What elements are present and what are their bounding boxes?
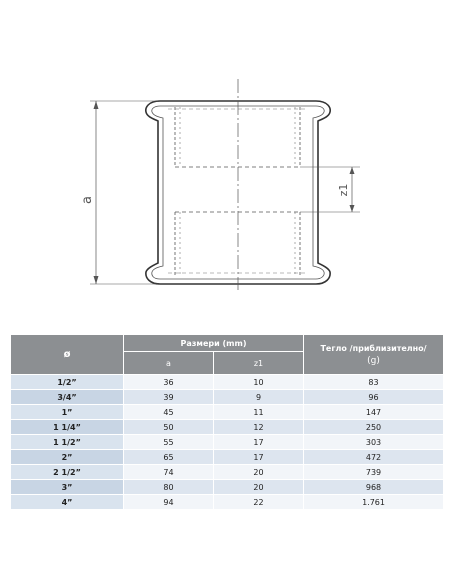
dimension-label-a: a (80, 196, 95, 204)
table-row (11, 390, 444, 405)
weight-header-label: Тегло /приблизително/ (320, 343, 427, 353)
size-cell: 1 1/4” (11, 420, 124, 435)
dimensions-header: Размери (mm) (124, 335, 304, 352)
a-cell: 74 (124, 465, 214, 480)
table-row (11, 465, 444, 480)
arrowhead (94, 101, 99, 109)
size-cell: 2 1/2” (11, 465, 124, 480)
z1-cell: 10 (214, 375, 304, 390)
weight-cell: 147 (304, 405, 444, 420)
weight-cell: 1.761 (304, 495, 444, 510)
a-cell: 50 (124, 420, 214, 435)
weight-cell: 250 (304, 420, 444, 435)
weight-cell: 303 (304, 435, 444, 450)
size-cell: 3/4” (11, 390, 124, 405)
table-row (11, 435, 444, 450)
a-cell: 94 (124, 495, 214, 510)
size-cell: 1 1/2” (11, 435, 124, 450)
size-cell: 2” (11, 450, 124, 465)
z1-cell: 20 (214, 480, 304, 495)
size-cell: 1/2” (11, 375, 124, 390)
z1-cell: 9 (214, 390, 304, 405)
a-cell: 55 (124, 435, 214, 450)
weight-cell: 96 (304, 390, 444, 405)
arrowhead (94, 276, 99, 284)
a-cell: 36 (124, 375, 214, 390)
diameter-header: ø (11, 335, 124, 375)
a-cell: 45 (124, 405, 214, 420)
table-row (11, 480, 444, 495)
table-row (11, 495, 444, 510)
size-cell: 3” (11, 480, 124, 495)
weight-unit-label: (g) (367, 355, 380, 366)
a-cell: 65 (124, 450, 214, 465)
weight-cell: 968 (304, 480, 444, 495)
table-row (11, 375, 444, 390)
weight-cell: 83 (304, 375, 444, 390)
z1-cell: 22 (214, 495, 304, 510)
weight-cell: 739 (304, 465, 444, 480)
size-cell: 1” (11, 405, 124, 420)
spec-table (10, 334, 444, 510)
z1-cell: 20 (214, 465, 304, 480)
col-a-header: a (124, 352, 214, 375)
z1-cell: 17 (214, 450, 304, 465)
z1-cell: 17 (214, 435, 304, 450)
table-row (11, 405, 444, 420)
z1-cell: 11 (214, 405, 304, 420)
weight-header (304, 335, 444, 375)
size-cell: 4” (11, 495, 124, 510)
arrowhead (350, 167, 355, 174)
arrowhead (350, 205, 355, 212)
table-row (11, 450, 444, 465)
weight-cell: 472 (304, 450, 444, 465)
col-z1-header: z1 (214, 352, 304, 375)
a-cell: 80 (124, 480, 214, 495)
a-cell: 39 (124, 390, 214, 405)
z1-cell: 12 (214, 420, 304, 435)
table-row (11, 420, 444, 435)
dimension-label-z1: z1 (337, 183, 350, 197)
